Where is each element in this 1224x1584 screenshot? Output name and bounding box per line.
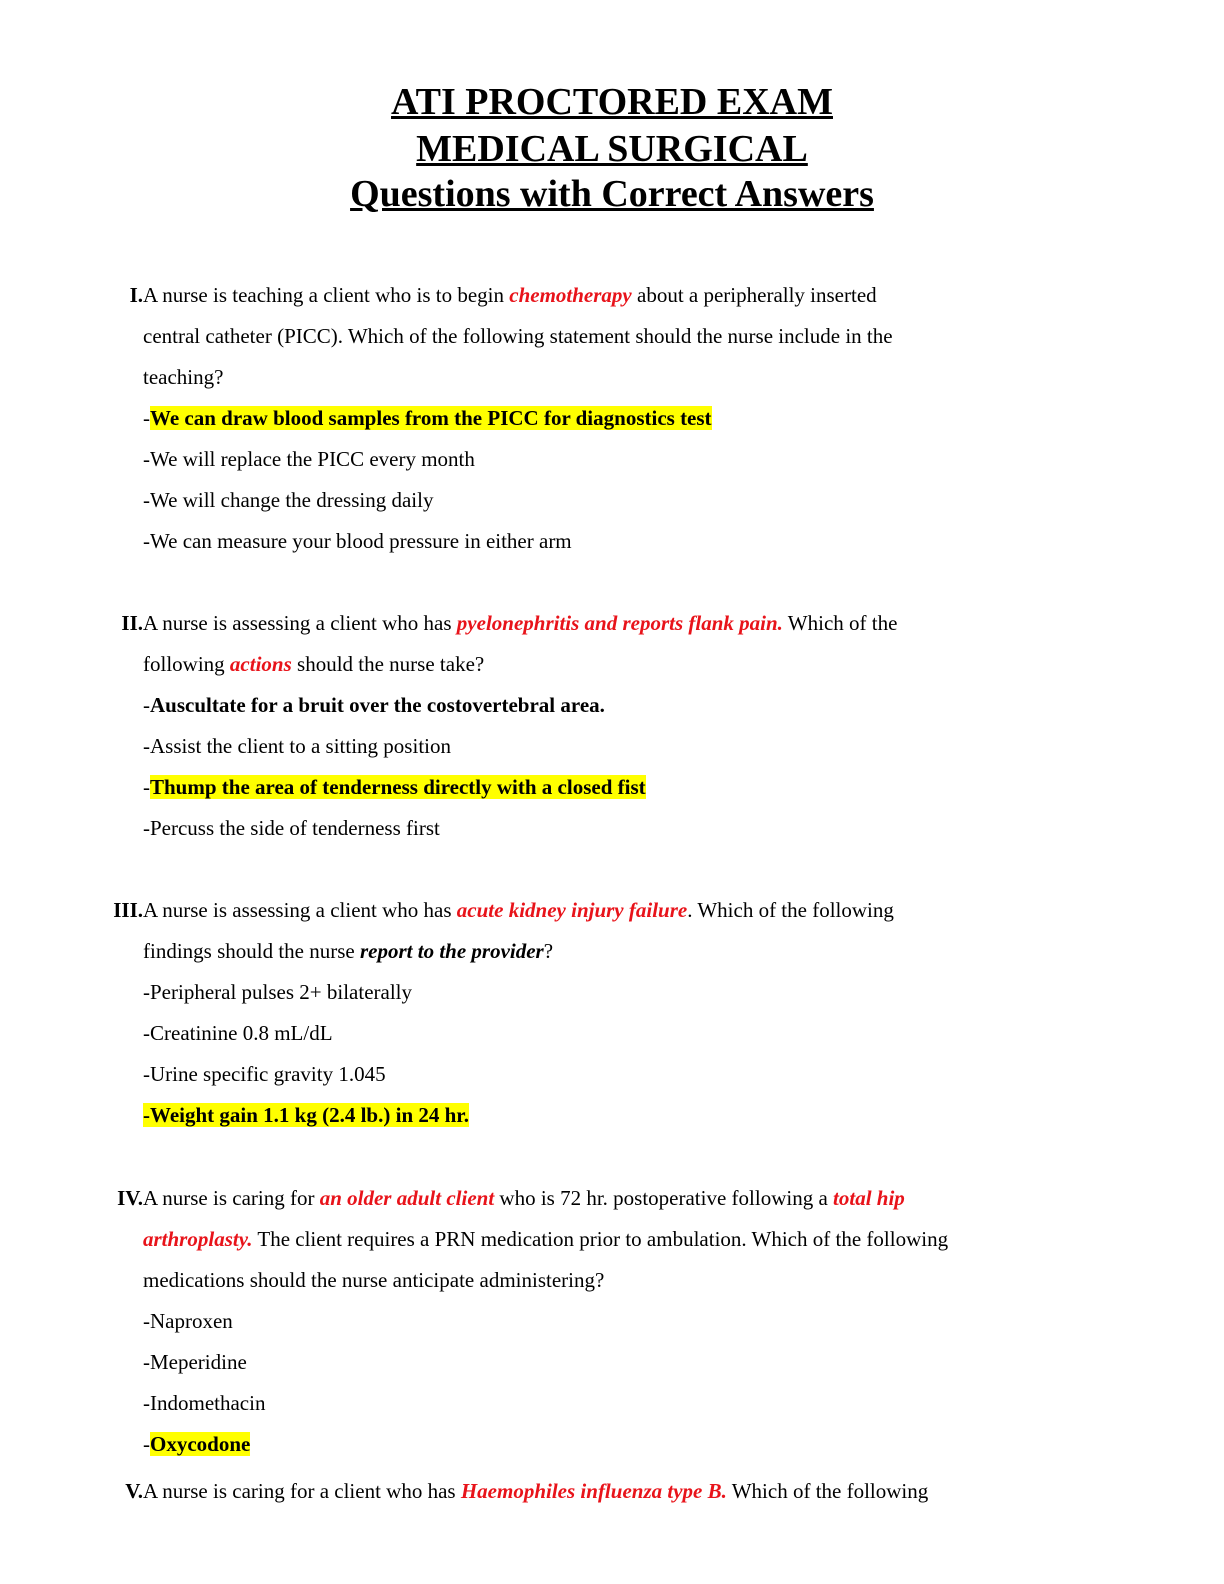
text-segment: A nurse is assessing a client who has bbox=[143, 611, 457, 635]
correct-answer-highlight: We can draw blood samples from the PICC for diagnostics test bbox=[150, 406, 712, 430]
option-dash: - bbox=[143, 1432, 150, 1456]
answer-option: -Urine specific gravity 1.045 bbox=[143, 1062, 386, 1086]
title-line-3: Questions with Correct Answers bbox=[350, 173, 874, 215]
text-segment: should the nurse take? bbox=[291, 652, 485, 676]
keyword-highlight: an older adult client bbox=[319, 1186, 495, 1210]
question-text-line: teaching? bbox=[143, 365, 224, 389]
keyword-highlight: chemotherapy bbox=[509, 283, 632, 307]
answer-option: -We can measure your blood pressure in either arm bbox=[143, 529, 572, 553]
keyword-highlight: Haemophiles influenza type B. bbox=[460, 1479, 727, 1503]
option-dash: - bbox=[143, 775, 150, 799]
option-dash: - bbox=[143, 693, 150, 717]
answer-option: -We will replace the PICC every month bbox=[143, 447, 475, 471]
question-number: IV. bbox=[117, 1186, 143, 1210]
text-segment: who is 72 hr. postoperative following a bbox=[494, 1186, 834, 1210]
keyword-highlight: acute kidney injury failure bbox=[456, 898, 688, 922]
question-text-line: medications should the nurse anticipate administering? bbox=[143, 1268, 605, 1292]
text-segment: . Which of the following bbox=[687, 898, 894, 922]
answer-option-correct bbox=[143, 1431, 250, 1457]
answer-option: -Indomethacin bbox=[143, 1391, 266, 1415]
keyword-highlight: actions bbox=[229, 652, 292, 676]
question-text-line: central catheter (PICC). Which of the following statement should the nurse include in the bbox=[143, 324, 893, 348]
answer-option-correct bbox=[143, 405, 712, 431]
question-text-line bbox=[143, 1478, 928, 1504]
answer-option: -Naproxen bbox=[143, 1309, 233, 1333]
question-text-line bbox=[143, 897, 894, 923]
answer-option: -Meperidine bbox=[143, 1350, 247, 1374]
answer-option: -Assist the client to a sitting position bbox=[143, 734, 451, 758]
question-number: V. bbox=[125, 1479, 143, 1503]
answer-option: -Peripheral pulses 2+ bilaterally bbox=[143, 980, 413, 1004]
question-number: II. bbox=[121, 611, 143, 635]
answer-option bbox=[143, 692, 605, 718]
question-text-line bbox=[143, 651, 484, 677]
correct-answer-highlight: Thump the area of tenderness directly with a closed fist bbox=[150, 775, 646, 799]
question-text-line bbox=[143, 938, 553, 964]
answer-option: -Percuss the side of tenderness first bbox=[143, 816, 440, 840]
title-line-2: MEDICAL SURGICAL bbox=[416, 128, 808, 170]
text-segment: A nurse is assessing a client who has bbox=[143, 898, 457, 922]
text-segment: ? bbox=[543, 939, 554, 963]
answer-option: -Creatinine 0.8 mL/dL bbox=[143, 1021, 333, 1045]
question-text-line bbox=[143, 610, 897, 636]
text-segment: A nurse is teaching a client who is to begin bbox=[143, 283, 510, 307]
answer-option-correct bbox=[143, 1102, 469, 1128]
text-segment: A nurse is caring for bbox=[143, 1186, 320, 1210]
correct-answer-highlight: -Weight gain 1.1 kg (2.4 lb.) in 24 hr. bbox=[143, 1103, 469, 1127]
question-text-line bbox=[143, 1226, 948, 1252]
answer-option: -We will change the dressing daily bbox=[143, 488, 434, 512]
question-number: I. bbox=[129, 283, 143, 307]
text-segment: about a peripherally inserted bbox=[631, 283, 877, 307]
text-segment: The client requires a PRN medication prior to ambulation. Which of the following bbox=[252, 1227, 949, 1251]
keyword-highlight: total hip bbox=[833, 1186, 905, 1210]
bold-answer: Auscultate for a bruit over the costovertebral area. bbox=[150, 693, 605, 717]
text-segment: findings should the nurse bbox=[143, 939, 360, 963]
question-number: III. bbox=[113, 898, 143, 922]
question-text-line bbox=[143, 1185, 905, 1211]
title-line-1: ATI PROCTORED EXAM bbox=[391, 81, 833, 123]
text-segment: following bbox=[143, 652, 230, 676]
answer-option-correct bbox=[143, 774, 646, 800]
option-dash: - bbox=[143, 406, 150, 430]
text-segment: A nurse is caring for a client who has bbox=[143, 1479, 461, 1503]
keyword-highlight: arthroplasty. bbox=[143, 1227, 253, 1251]
question-text-line bbox=[143, 282, 877, 308]
keyword-highlight: pyelonephritis and reports flank pain. bbox=[456, 611, 783, 635]
correct-answer-highlight: Oxycodone bbox=[150, 1432, 251, 1456]
text-segment: Which of the following bbox=[726, 1479, 929, 1503]
emphasis-text: report to the provider bbox=[359, 939, 544, 963]
text-segment: Which of the bbox=[782, 611, 898, 635]
